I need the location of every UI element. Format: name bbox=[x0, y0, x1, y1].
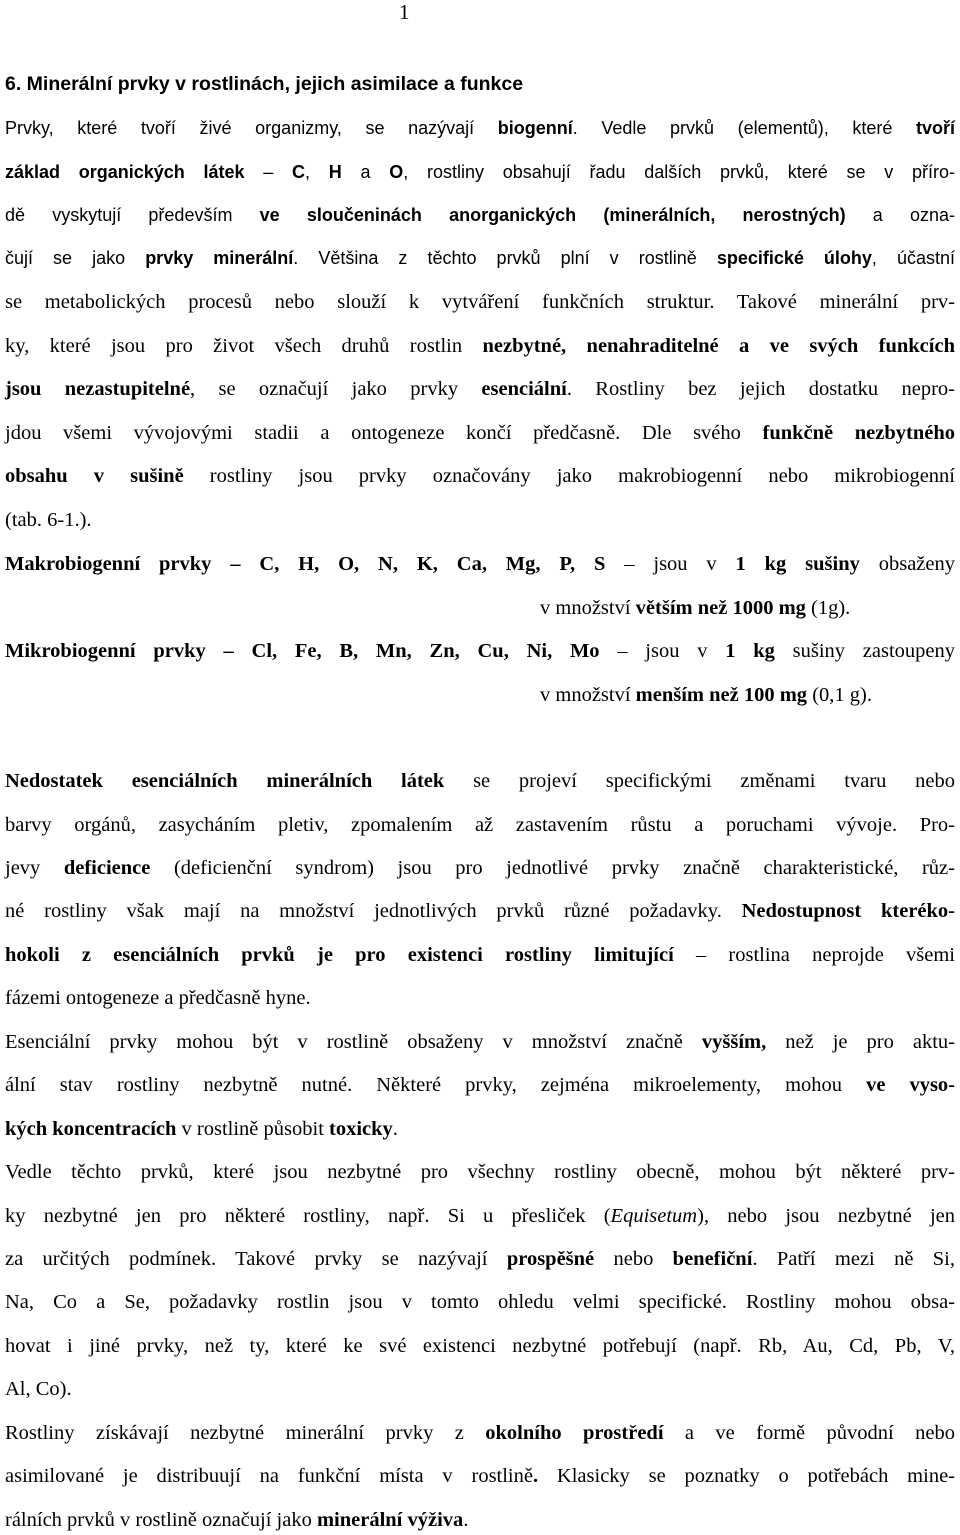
text-run: v množství bbox=[540, 684, 636, 706]
text-run: , rostliny obsahují řadu dalších prvků, které se v příro- bbox=[403, 162, 955, 182]
text-run: nebo bbox=[594, 1248, 673, 1270]
text-run: v rostlině působit bbox=[176, 1118, 330, 1140]
text-run: Al, Co). bbox=[5, 1378, 72, 1400]
text-run: a bbox=[341, 162, 390, 182]
text-line bbox=[5, 1331, 955, 1361]
text-run: . Rostliny bez jejich dostatku nepro- bbox=[566, 378, 955, 400]
text-run: Rostliny získávají nezbytné minerální prvky z bbox=[5, 1422, 486, 1444]
text-line bbox=[5, 896, 955, 926]
text-line bbox=[5, 853, 955, 883]
text-run: biogenní bbox=[497, 118, 573, 138]
section-heading: 6. Minerální prvky v rostlinách, jejich asimilace a funkce bbox=[5, 73, 524, 95]
text-run: v množství bbox=[540, 597, 636, 619]
text-run: – jsou v bbox=[599, 640, 726, 662]
text-run: dě vyskytují především bbox=[5, 205, 260, 225]
text-run: 1 kg bbox=[725, 640, 775, 662]
text-run: než je pro aktu- bbox=[766, 1031, 955, 1053]
text-line bbox=[5, 1157, 955, 1187]
text-run: Klasicky se poznatky o potřebách mine- bbox=[538, 1465, 955, 1487]
text-run: ve vyso- bbox=[866, 1074, 956, 1096]
text-line bbox=[540, 593, 955, 623]
text-run: – bbox=[244, 162, 293, 182]
text-line bbox=[5, 1374, 955, 1404]
text-line bbox=[5, 766, 955, 796]
text-run: Nedostupnost kteréko- bbox=[741, 900, 955, 922]
text-run: okolního prostředí bbox=[485, 1422, 664, 1444]
text-run: se projeví specifickými změnami tvaru nebo bbox=[444, 770, 955, 792]
text-run: Prvky, které tvoří živé organizmy, se nazývají bbox=[5, 118, 498, 138]
text-run: barvy orgánů, zasycháním pletiv, zpomalením až zastavením růstu a poruchami vývoje. Pro- bbox=[5, 814, 955, 836]
text-line bbox=[5, 200, 955, 230]
text-run: sušiny zastoupeny bbox=[774, 640, 955, 662]
text-run: rálních prvků v rostlině označují jako bbox=[5, 1509, 317, 1531]
text-run: hovat i jiné prvky, než ty, které ke své existenci nezbytné potřebují (např. Rb, Au, Cd, Pb, V, bbox=[5, 1335, 955, 1357]
text-line bbox=[5, 243, 955, 273]
text-run: – jsou v bbox=[605, 553, 736, 575]
text-run: vyšším, bbox=[701, 1031, 767, 1053]
text-run: jdou všemi vývojovými stadii a ontogeneze končí předčasně. Dle svého bbox=[5, 422, 763, 444]
text-line bbox=[5, 549, 955, 579]
text-run: , účastní bbox=[871, 248, 956, 268]
text-run: C bbox=[292, 162, 306, 182]
text-run: větším než 1000 mg bbox=[635, 597, 806, 619]
text-run: , bbox=[305, 162, 329, 182]
text-run: . bbox=[532, 1465, 539, 1487]
text-line bbox=[5, 1027, 955, 1057]
text-run: ky nezbytné jen pro některé rostliny, např. Si u přesliček ( bbox=[5, 1205, 611, 1227]
text-run: esenciální bbox=[481, 378, 567, 400]
text-run: minerální výživa bbox=[316, 1509, 464, 1531]
text-run: Nedostatek esenciálních minerálních látek bbox=[5, 770, 445, 792]
text-run: základ organických látek bbox=[5, 162, 245, 182]
text-run: jsou nezastupitelné bbox=[5, 378, 191, 400]
text-run: – rostlina neprojde všemi bbox=[673, 944, 955, 966]
text-run: . Vedle prvků (elementů), které bbox=[572, 118, 916, 138]
text-line bbox=[5, 1070, 955, 1100]
text-run: Vedle těchto prvků, které jsou nezbytné pro všechny rostliny obecně, mohou být některé prv- bbox=[5, 1161, 955, 1183]
text-run: funkčně nezbytného bbox=[762, 422, 956, 444]
text-line bbox=[5, 940, 955, 970]
text-line bbox=[5, 1505, 955, 1535]
text-run: Makrobiogenní prvky – C, H, O, N, K, Ca, Mg, P, S bbox=[5, 553, 606, 575]
text-run: hokoli z esenciálních prvků je pro existenci rostliny limitující bbox=[5, 944, 674, 966]
text-run: jevy bbox=[5, 857, 64, 879]
text-line bbox=[5, 636, 955, 666]
text-run: deficience bbox=[63, 857, 151, 879]
text-line bbox=[5, 374, 955, 404]
text-run: (0,1 g). bbox=[807, 684, 872, 706]
text-line bbox=[5, 505, 955, 535]
text-run: a ve formě původní nebo bbox=[663, 1422, 955, 1444]
text-run: Mikrobiogenní prvky – Cl, Fe, B, Mn, Zn, Cu, Ni, Mo bbox=[5, 640, 600, 662]
text-run: nezbytné, nenahraditelné a ve svých funkcích bbox=[482, 335, 955, 357]
text-run: ky, které jsou pro život všech druhů rostlin bbox=[5, 335, 483, 357]
text-line bbox=[5, 331, 955, 361]
text-run: prvky minerální bbox=[145, 248, 294, 268]
text-line bbox=[5, 1114, 955, 1144]
text-run: . Patří mezi ně Si, bbox=[752, 1248, 955, 1270]
text-line bbox=[5, 157, 955, 187]
text-run: benefiční bbox=[672, 1248, 753, 1270]
text-run: obsahu v sušině bbox=[5, 465, 184, 487]
text-line bbox=[5, 113, 955, 143]
text-run: specifické úlohy bbox=[716, 248, 872, 268]
text-run: Equisetum bbox=[610, 1205, 698, 1227]
text-run: . Většina z těchto prvků plní v rostlině bbox=[293, 248, 717, 268]
text-run: prospěšné bbox=[506, 1248, 595, 1270]
text-run: Na, Co a Se, požadavky rostlin jsou v tomto ohledu velmi specifické. Rostliny mohou obsa- bbox=[5, 1291, 955, 1313]
page-number: 1 bbox=[399, 0, 410, 24]
text-run: (tab. 6-1.). bbox=[5, 509, 92, 531]
text-line bbox=[5, 461, 955, 491]
text-run: asimilované je distribuují na funkční místa v rostlině bbox=[5, 1465, 533, 1487]
text-run: obsaženy bbox=[859, 553, 955, 575]
text-run: rostliny jsou prvky označovány jako makrobiogenní nebo mikrobiogenní bbox=[183, 465, 955, 487]
text-run: ), nebo jsou nezbytné jen bbox=[697, 1205, 955, 1227]
text-run: kých koncentracích bbox=[5, 1118, 177, 1140]
text-run: . bbox=[463, 1509, 469, 1531]
text-run: se metabolických procesů nebo slouží k vytváření funkčních struktur. Takové minerální prv- bbox=[5, 291, 955, 313]
text-run: O bbox=[389, 162, 404, 182]
text-line bbox=[5, 1201, 955, 1231]
text-run: čují se jako bbox=[5, 248, 146, 268]
text-run: menším než 100 mg bbox=[635, 684, 808, 706]
text-run: (deficienční syndrom) jsou pro jednotlivé prvky značně charakteristické, růz- bbox=[150, 857, 955, 879]
text-run: (1g). bbox=[805, 597, 851, 619]
text-run: . bbox=[392, 1118, 398, 1140]
text-run: a ozna- bbox=[845, 205, 955, 225]
text-run: 1 kg sušiny bbox=[735, 553, 860, 575]
text-line bbox=[5, 810, 955, 840]
text-run: tvoří bbox=[915, 118, 955, 138]
text-line bbox=[5, 418, 955, 448]
text-run: za určitých podmínek. Takové prvky se nazývají bbox=[5, 1248, 507, 1270]
text-line bbox=[5, 1244, 955, 1274]
text-line bbox=[5, 1287, 955, 1317]
text-run: né rostliny však mají na množství jednotlivých prvků různé požadavky. bbox=[5, 900, 742, 922]
text-run: , se označují jako prvky bbox=[190, 378, 482, 400]
text-line bbox=[5, 1461, 955, 1491]
text-run: fázemi ontogeneze a předčasně hyne. bbox=[5, 987, 311, 1009]
text-run: Esenciální prvky mohou být v rostlině obsaženy v množství značně bbox=[5, 1031, 702, 1053]
text-line bbox=[5, 983, 955, 1013]
text-run: H bbox=[328, 162, 342, 182]
text-line bbox=[540, 680, 955, 710]
text-run: toxicky bbox=[329, 1118, 393, 1140]
text-line bbox=[5, 1418, 955, 1448]
text-line bbox=[5, 287, 955, 317]
text-run: ve sloučeninách anorganických (minerálních, nerostných) bbox=[259, 205, 846, 225]
text-run: ální stav rostliny nezbytně nutné. Některé prvky, zejména mikroelementy, mohou bbox=[5, 1074, 867, 1096]
